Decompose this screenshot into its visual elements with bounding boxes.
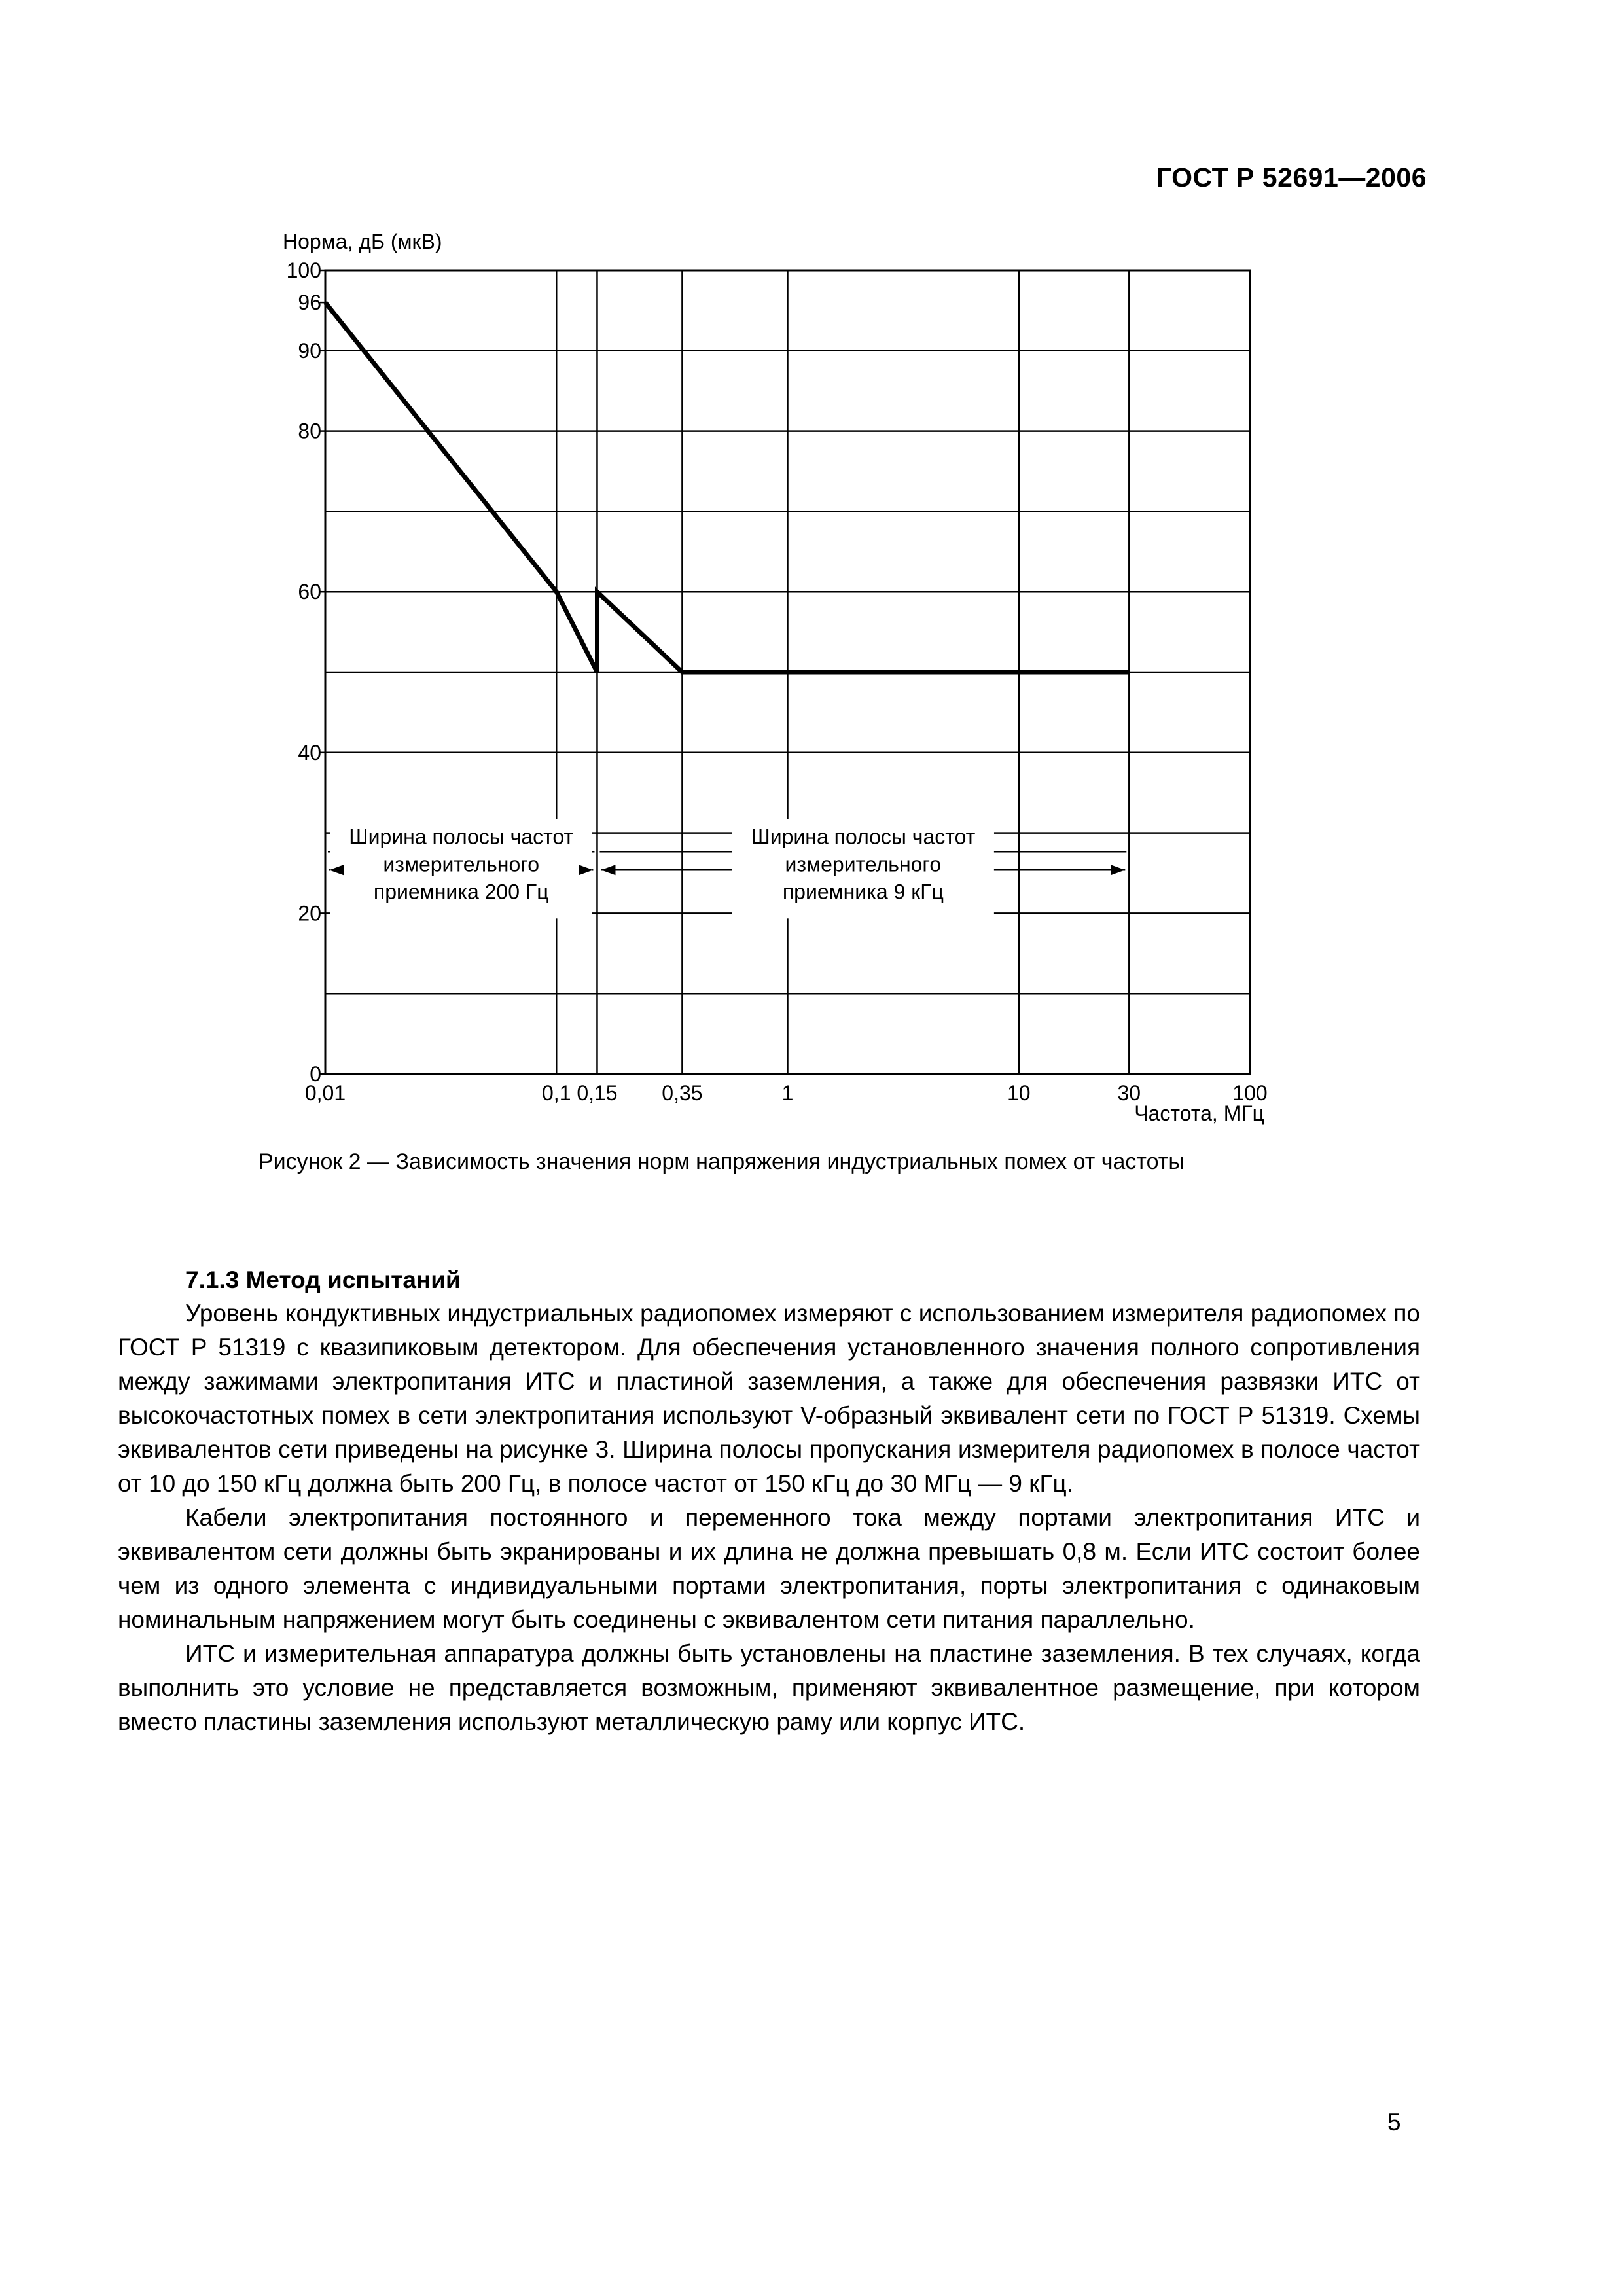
x-tick-label: 0,15 xyxy=(577,1081,618,1105)
annotation-text: Ширина полосы частот xyxy=(349,825,574,849)
annotation-text: измерительного xyxy=(785,852,942,876)
standard-code: ГОСТ Р 52691—2006 xyxy=(1156,162,1427,192)
y-tick-labels xyxy=(287,259,325,1086)
x-axis-label: Частота, МГц xyxy=(1134,1102,1264,1125)
y-axis-label: Норма, дБ (мкВ) xyxy=(283,230,442,253)
annotation-text: Ширина полосы частот xyxy=(751,825,976,849)
page-number: 5 xyxy=(1387,2109,1401,2136)
series-line xyxy=(325,302,1129,672)
x-tick-label: 30 xyxy=(1117,1081,1141,1105)
section-7-1-3 xyxy=(118,1266,1420,1739)
arrowhead-left xyxy=(601,865,615,875)
x-tick-label: 0,1 xyxy=(542,1081,571,1105)
annotation-text: приемника 200 Гц xyxy=(373,880,549,904)
x-tick-label: 1 xyxy=(781,1081,794,1105)
y-tick-label: 0 xyxy=(310,1062,321,1086)
y-tick-label: 20 xyxy=(298,901,321,925)
y-tick-label: 60 xyxy=(298,580,321,604)
y-tick-label: 100 xyxy=(286,259,321,282)
annotation-text: измерительного xyxy=(383,852,540,876)
x-tick-label: 0,01 xyxy=(304,1081,346,1105)
paragraph: Уровень кондуктивных индустриальных радиопомех измеряют с использованием измерителя радиопомех по ГОСТ Р 51319 с квазипиковым детектором. Для обеспечения установленного значения полного сопротивления между зажимами электропитания ИТС и пластиной заземления, а также для обеспечения развязки ИТС от высокочастотных помех в сети электропитания используют V-образный эквивалент сети по ГОСТ Р 51319. Схемы эквивалентов сети приведены на рисунке 3. Ширина полосы пропускания измерителя радиопомех в полосе частот от 10 до 150 кГц должна быть 200 Гц, в полосе частот от 150 кГц до 30 МГц — 9 кГц. xyxy=(118,1300,1420,1497)
y-tick-label: 80 xyxy=(298,419,321,443)
figure-caption: Рисунок 2 — Зависимость значения норм напряжения индустриальных помех от частоты xyxy=(259,1149,1185,1174)
paragraph: Кабели электропитания постоянного и переменного тока между портами электропитания ИТС и эквивалентом сети должны быть экранированы и их длина не должна превышать 0,8 м. Если ИТС состоит более чем из одного элемента с индивидуальными портами электропитания, порты электропитания с одинаковым номинальным напряжением могут быть соединены с эквивалентом сети питания параллельно. xyxy=(118,1504,1420,1633)
y-tick-label: 96 xyxy=(298,291,321,315)
y-tick-label: 90 xyxy=(298,338,321,363)
x-tick-label: 100 xyxy=(1232,1081,1268,1105)
paragraph: ИТС и измерительная аппаратура должны быть установлены на пластине заземления. В тех случаях, когда выполнить это условие не представляется возможным, применяют эквивалентное размещение, при котором вместо пластины заземления используют металлическую раму или корпус ИТС. xyxy=(118,1640,1420,1735)
y-tick-label: 40 xyxy=(298,740,321,764)
section-heading: 7.1.3 Метод испытаний xyxy=(185,1266,461,1293)
annotations xyxy=(328,819,1126,918)
annotation-text: приемника 9 кГц xyxy=(782,880,944,904)
x-tick-label: 0,35 xyxy=(662,1081,703,1105)
arrowhead-right xyxy=(1111,865,1125,875)
x-tick-labels xyxy=(305,1081,1268,1105)
x-tick-label: 10 xyxy=(1007,1081,1031,1105)
